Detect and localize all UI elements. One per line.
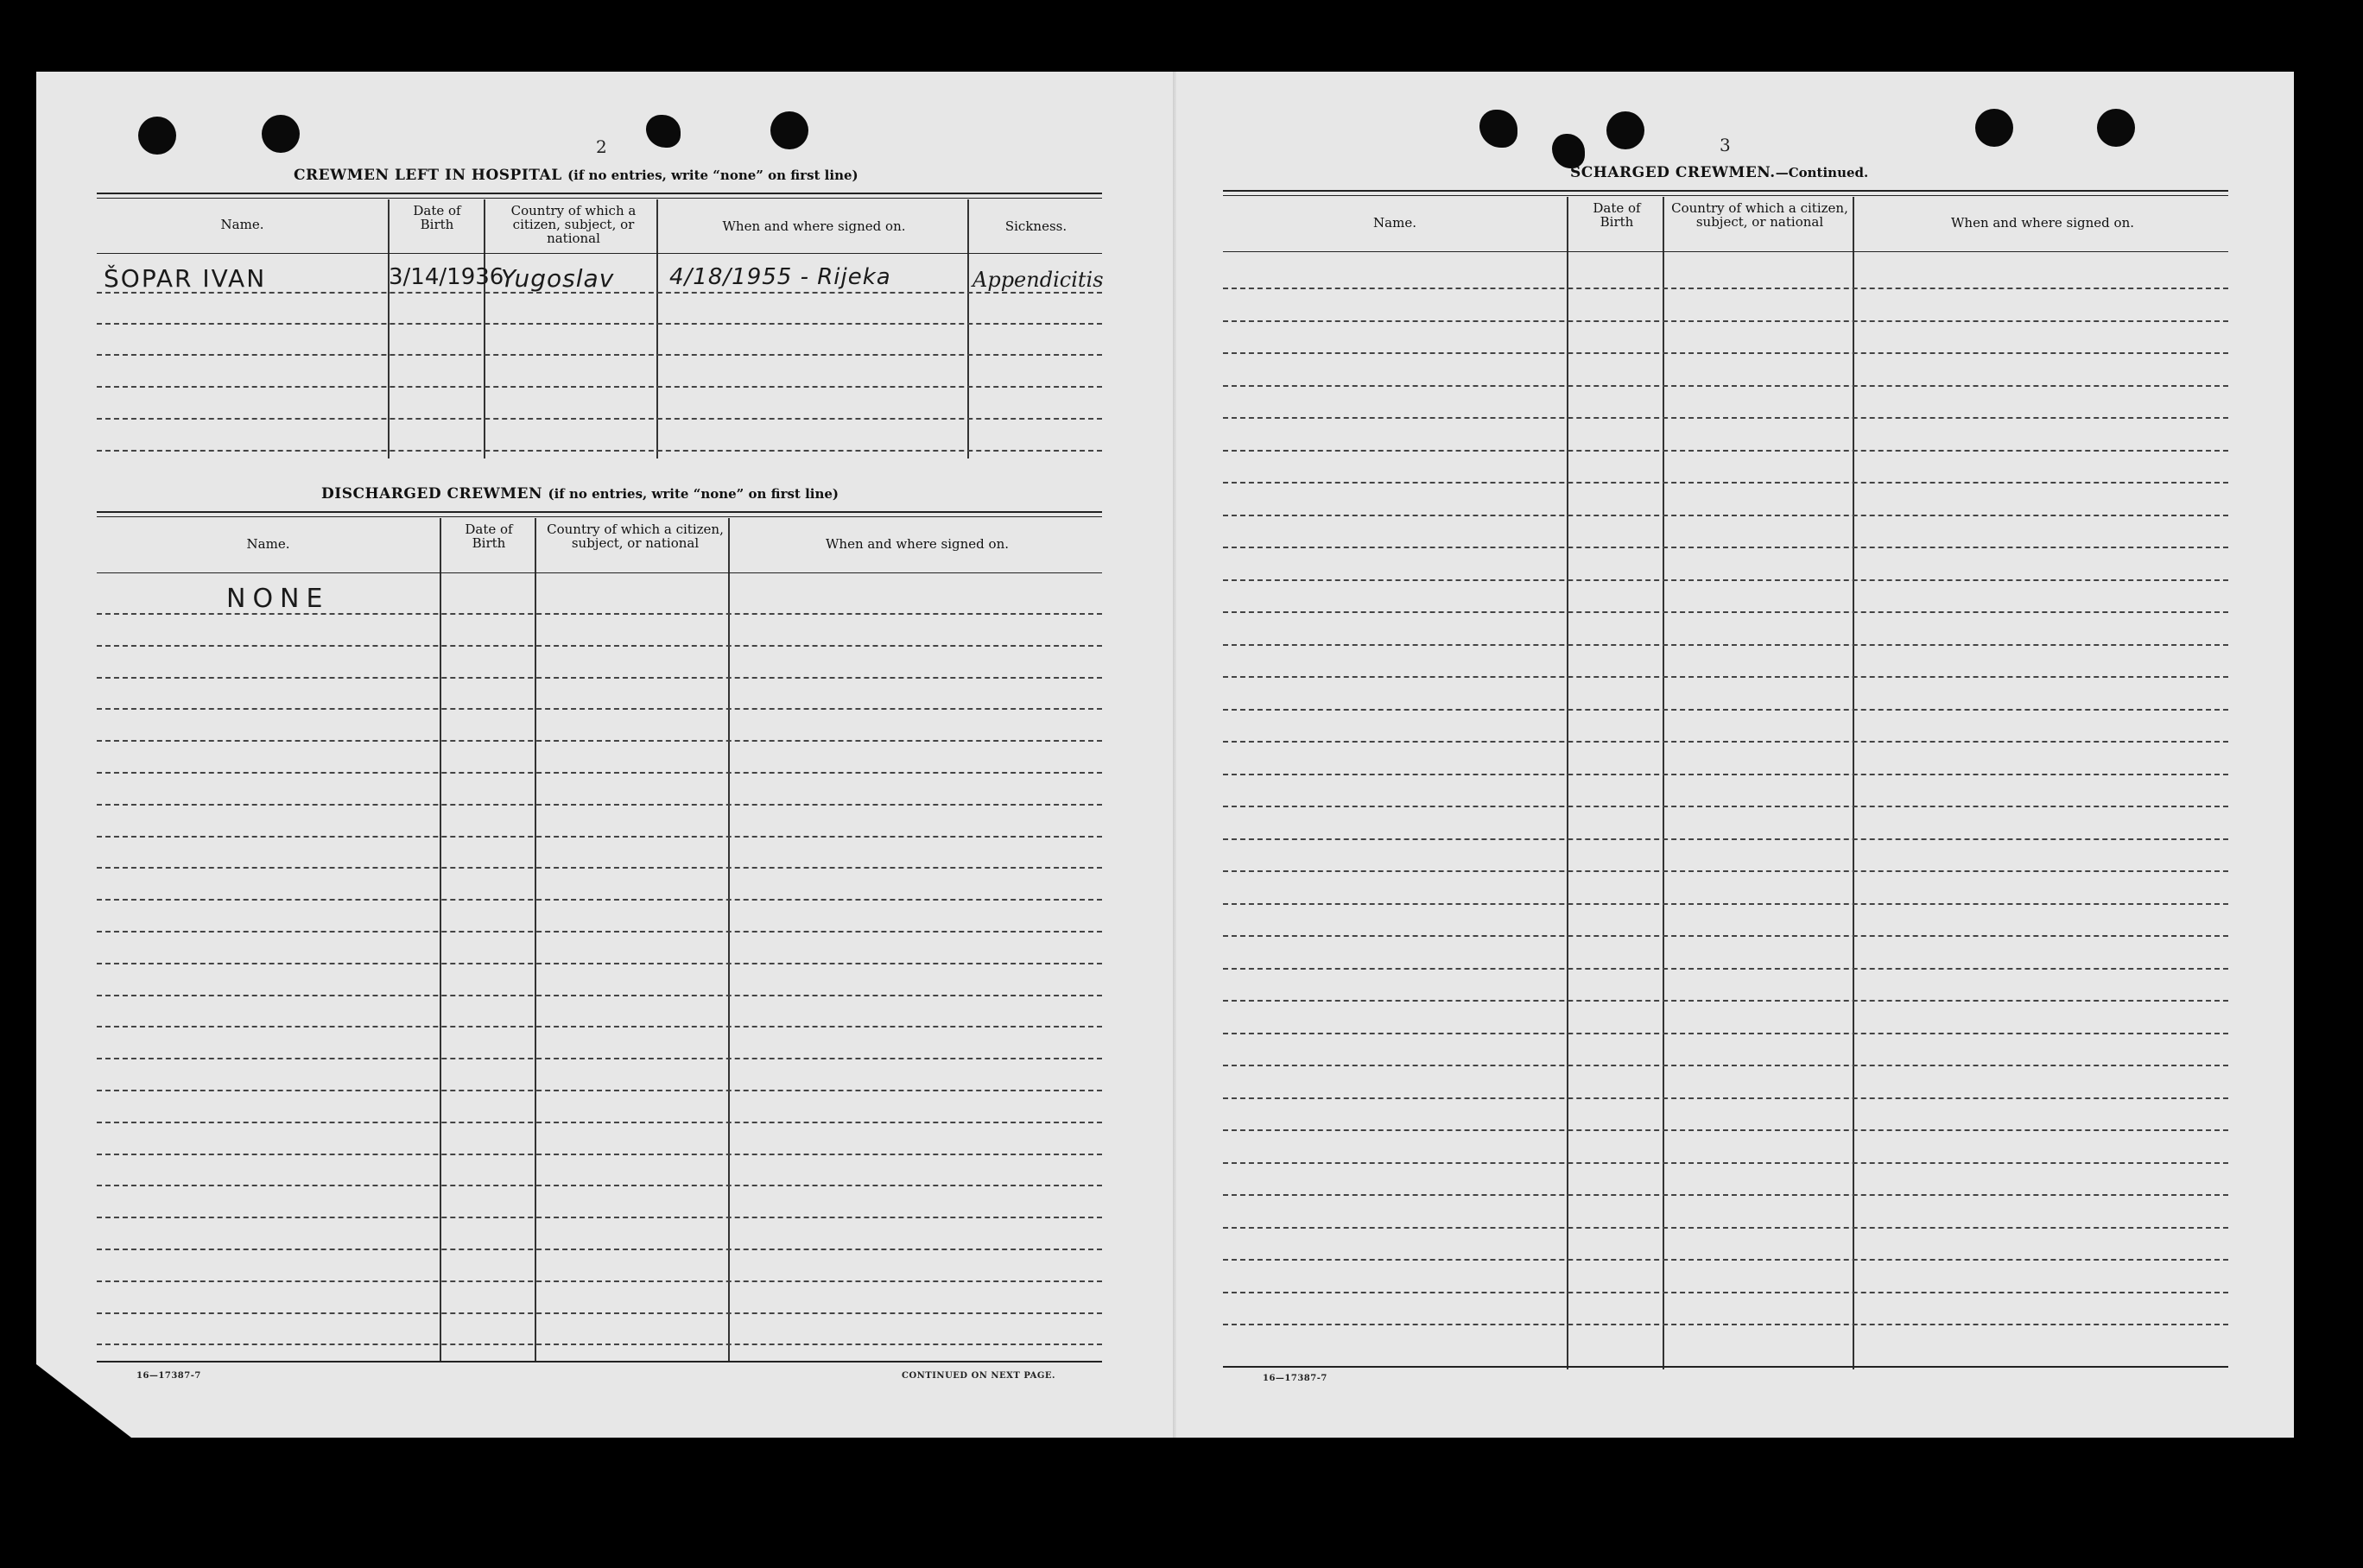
entry-line bbox=[1223, 611, 2228, 613]
discharged-title-text: DISCHARGED CREWMEN bbox=[321, 485, 543, 503]
entry-line bbox=[97, 1090, 1102, 1091]
entry-line bbox=[1223, 774, 2228, 775]
col-header-signed-on: When and where signed on. bbox=[1950, 215, 2134, 231]
entry-line bbox=[1223, 1194, 2228, 1196]
entry-line bbox=[1223, 903, 2228, 905]
entry-line bbox=[97, 836, 1102, 838]
hospital-instruction: (if no entries, write “none” on first line) bbox=[567, 168, 858, 183]
entry-line bbox=[1223, 741, 2228, 743]
rule bbox=[97, 511, 1102, 513]
hospital-entry-signed-on: 4/18/1955 - Rijeka bbox=[669, 264, 891, 290]
entry-line bbox=[97, 1249, 1102, 1250]
entry-line bbox=[1223, 417, 2228, 419]
column-divider bbox=[656, 199, 658, 458]
col-header-dob: Date of Birth bbox=[465, 522, 513, 551]
col-header-name: Name. bbox=[246, 536, 290, 552]
entry-line bbox=[97, 1217, 1102, 1218]
entry-line bbox=[1223, 870, 2228, 872]
col-header-signed-on: When and where signed on. bbox=[722, 218, 906, 234]
entry-line bbox=[97, 1026, 1102, 1027]
entry-line bbox=[97, 1154, 1102, 1155]
entry-line bbox=[1223, 1000, 2228, 1002]
rule bbox=[97, 516, 1102, 517]
form-number: 16—17387-7 bbox=[1263, 1374, 1327, 1383]
entry-line bbox=[1223, 1033, 2228, 1034]
bottom-rule bbox=[97, 1361, 1102, 1363]
entry-line bbox=[97, 354, 1102, 356]
entry-line bbox=[1223, 806, 2228, 807]
entry-line bbox=[1223, 579, 2228, 581]
column-divider bbox=[484, 199, 485, 458]
entry-line bbox=[1223, 352, 2228, 354]
entry-line bbox=[97, 1185, 1102, 1186]
entry-line bbox=[1223, 1162, 2228, 1164]
entry-line bbox=[97, 963, 1102, 964]
hospital-section-title bbox=[294, 167, 858, 184]
entry-line bbox=[1223, 838, 2228, 840]
entry-line bbox=[97, 931, 1102, 933]
entry-line bbox=[97, 418, 1102, 420]
entry-line bbox=[97, 677, 1102, 679]
right-title-text: SCHARGED CREWMEN. bbox=[1570, 164, 1776, 181]
rule bbox=[97, 198, 1102, 199]
entry-line bbox=[1223, 1259, 2228, 1261]
hospital-entry-country: Yugoslav bbox=[501, 264, 615, 293]
entry-line bbox=[97, 708, 1102, 710]
punch-hole bbox=[262, 115, 300, 153]
hospital-title-text: CREWMEN LEFT IN HOSPITAL bbox=[294, 167, 562, 184]
entry-line bbox=[1223, 515, 2228, 516]
discharged-entry-none: NONE bbox=[226, 584, 330, 614]
rule bbox=[1223, 190, 2228, 192]
header-rule bbox=[1223, 251, 2228, 252]
entry-line bbox=[1223, 1324, 2228, 1325]
col-header-dob: Date of Birth bbox=[413, 203, 461, 232]
col-header-country: Country of which a citizen, subject, or national bbox=[510, 203, 637, 246]
col-header-country: Country of which a citizen, subject, or national bbox=[547, 522, 724, 551]
entry-line bbox=[1223, 644, 2228, 646]
hospital-entry-sickness: Appendicitis bbox=[972, 268, 1104, 292]
entry-line bbox=[97, 1122, 1102, 1123]
entry-line bbox=[1223, 676, 2228, 678]
punch-hole bbox=[138, 117, 176, 155]
entry-line bbox=[1223, 1097, 2228, 1099]
bottom-rule bbox=[1223, 1366, 2228, 1368]
entry-line bbox=[1223, 1129, 2228, 1131]
entry-line bbox=[97, 995, 1102, 996]
entry-line bbox=[97, 867, 1102, 869]
col-header-signed-on: When and where signed on. bbox=[825, 536, 1009, 552]
continued-note: CONTINUED ON NEXT PAGE. bbox=[902, 1371, 1056, 1381]
hospital-entry-dob: 3/14/1936 bbox=[389, 264, 504, 290]
entry-line bbox=[1223, 547, 2228, 548]
header-rule bbox=[97, 572, 1102, 573]
discharged-section-title bbox=[321, 485, 839, 503]
entry-line bbox=[97, 1312, 1102, 1314]
punch-hole bbox=[1975, 109, 2013, 147]
header-rule bbox=[97, 253, 1102, 254]
entry-line bbox=[1223, 482, 2228, 484]
page-number: 2 bbox=[596, 136, 607, 157]
entry-line bbox=[97, 613, 1102, 615]
entry-line bbox=[1223, 1227, 2228, 1229]
form-number: 16—17387-7 bbox=[136, 1371, 201, 1381]
entry-line bbox=[97, 323, 1102, 325]
entry-line bbox=[97, 1058, 1102, 1059]
column-divider bbox=[388, 199, 390, 458]
col-header-dob: Date of Birth bbox=[1593, 200, 1641, 230]
discharged-instruction: (if no entries, write “none” on first line) bbox=[548, 486, 839, 502]
col-header-name: Name. bbox=[220, 217, 264, 232]
entry-line bbox=[97, 1344, 1102, 1345]
entry-line bbox=[1223, 968, 2228, 970]
entry-line bbox=[97, 804, 1102, 806]
entry-line bbox=[1223, 320, 2228, 322]
entry-line bbox=[97, 450, 1102, 452]
right-title-suffix: —Continued. bbox=[1775, 165, 1869, 180]
col-header-sickness: Sickness. bbox=[1004, 218, 1067, 234]
rule bbox=[97, 193, 1102, 194]
entry-line bbox=[1223, 385, 2228, 387]
entry-line bbox=[1223, 1065, 2228, 1066]
entry-line bbox=[97, 645, 1102, 647]
hospital-entry-name: ŠOPAR IVAN bbox=[104, 264, 267, 293]
entry-line bbox=[1223, 709, 2228, 711]
entry-line bbox=[1223, 1292, 2228, 1293]
entry-line bbox=[1223, 450, 2228, 452]
rule bbox=[1223, 195, 2228, 196]
entry-line bbox=[97, 386, 1102, 388]
column-divider bbox=[967, 199, 969, 458]
entry-line bbox=[1223, 935, 2228, 937]
col-header-country: Country of which a citizen, subject, or national bbox=[1671, 200, 1848, 230]
bleed-through-text bbox=[225, 466, 230, 484]
entry-line bbox=[97, 899, 1102, 901]
entry-line bbox=[1223, 288, 2228, 289]
page-number: 3 bbox=[1720, 135, 1731, 155]
document-paper bbox=[36, 72, 2294, 1438]
right-section-title bbox=[1570, 164, 1868, 181]
entry-line bbox=[97, 1280, 1102, 1282]
punch-hole bbox=[770, 111, 808, 149]
entry-line bbox=[97, 740, 1102, 742]
torn-corner bbox=[36, 1364, 131, 1438]
col-header-name: Name. bbox=[1373, 215, 1416, 231]
punch-hole bbox=[1606, 111, 1644, 149]
punch-hole bbox=[2097, 109, 2135, 147]
entry-line bbox=[97, 772, 1102, 774]
